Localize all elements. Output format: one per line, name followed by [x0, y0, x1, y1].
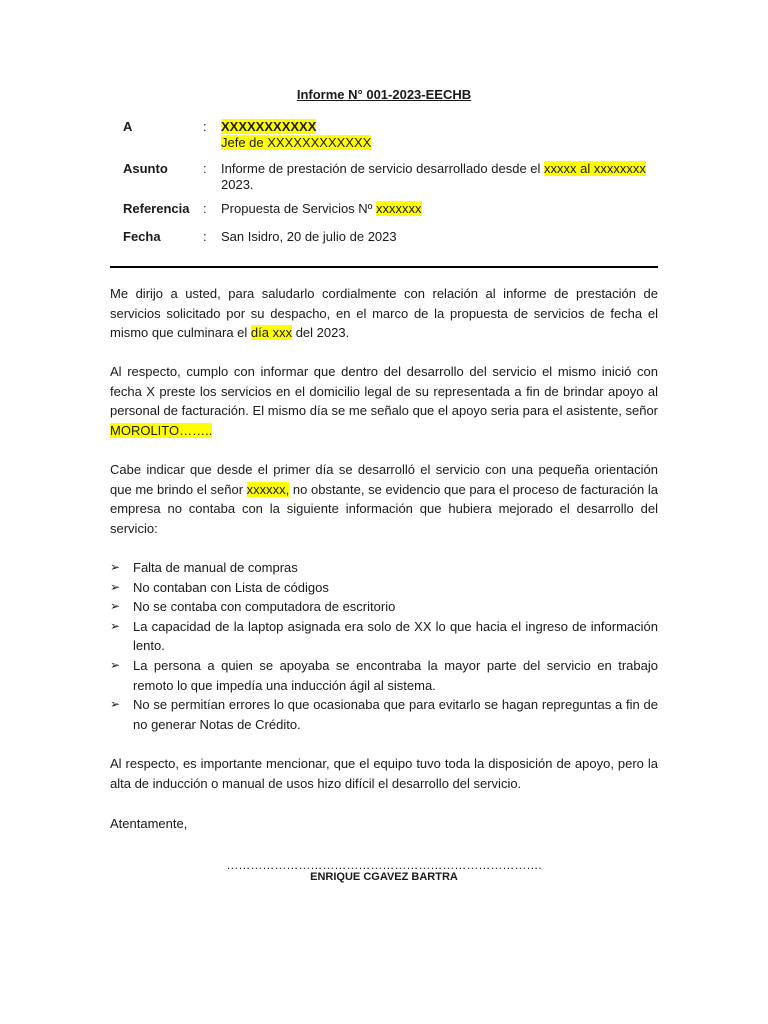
list-item [110, 558, 658, 578]
asunto-text-end: 2023. [221, 177, 254, 192]
closing: Atentamente, [110, 816, 188, 831]
header-colon: : [203, 119, 207, 134]
recipient-title: Jefe de XXXXXXXXXXXX [221, 135, 372, 150]
paragraph-2 [110, 362, 658, 440]
paragraph-4: Al respecto, es importante mencionar, que el equipo tuvo toda la disposición de apoyo, pero la alta de inducción o manual de usos hizo difícil el desarrollo del servicio. [110, 756, 658, 791]
arrow-bullet-icon: ➢ [110, 560, 121, 574]
header-value-referencia [221, 201, 661, 217]
arrow-bullet-icon: ➢ [110, 657, 121, 672]
paragraph-1 [110, 284, 658, 343]
header-label-fecha: Fecha [123, 229, 161, 244]
list-item [110, 597, 658, 617]
referencia-text: Propuesta de Servicios Nº [221, 201, 377, 216]
paragraph-3-text: Cabe indicar que desde el primer día se desarrolló el servicio con una pequeña orientación que me brindo el señor [110, 462, 658, 497]
header-value-fecha: San Isidro, 20 de julio de 2023 [221, 229, 397, 244]
header-value-a [221, 119, 661, 151]
list-item-text: La capacidad de la laptop asignada era solo de XX lo que hacia el ingreso de información lento. [133, 618, 658, 654]
arrow-bullet-icon: ➢ [110, 618, 121, 633]
header-divider [110, 266, 658, 268]
asunto-highlight: xxxxx al xxxxxxxx [544, 161, 646, 176]
header-row-fecha [123, 229, 663, 247]
arrow-bullet-icon: ➢ [110, 599, 121, 614]
paragraph-2-text: Al respecto, cumplo con informar que dentro del desarrollo del servicio el mismo inició con fecha X preste los servicios en el domicilio legal de su representada a fin de brindar apoyo al personal de facturación. El mismo día se me señalo que el apoyo seria para el asistente, señor [110, 364, 658, 419]
report-title: Informe N° 001-2023-EECHB [296, 87, 472, 102]
arrow-bullet-icon: ➢ [110, 697, 121, 712]
list-item [110, 656, 658, 695]
paragraph-1-text-end: del 2023. [292, 325, 350, 341]
arrow-bullet-icon: ➢ [110, 579, 121, 594]
header-row-referencia [123, 201, 663, 219]
header-colon: : [203, 229, 207, 244]
list-item-text: No se permitían errores lo que ocasionaba que para evitarlo se hagan repreguntas a fin de no generar Notas de Crédito. [133, 697, 658, 732]
paragraph-3 [110, 460, 658, 538]
paragraph-1-text: Me dirijo a usted, para saludarlo cordialmente con relación al informe de prestación de servicios solicitado por su despacho, en el marco de la propuesta de servicios de fecha el mismo que culminara el [110, 286, 658, 341]
header-value-asunto [221, 161, 657, 193]
signature-line: ……………………………………………………………………. [226, 858, 542, 872]
recipient-name: XXXXXXXXXXX [221, 119, 317, 134]
paragraph-1-highlight: día xxx [250, 325, 293, 341]
asunto-text: Informe de prestación de servicio desarrollado desde el [221, 161, 545, 176]
paragraph-2-highlight: MOROLITO…….. [110, 422, 213, 438]
referencia-highlight: xxxxxxx [376, 201, 422, 216]
list-item [110, 695, 658, 734]
signatory-name: ENRIQUE CGAVEZ BARTRA [310, 871, 458, 883]
list-item [110, 578, 658, 598]
header-label-asunto: Asunto [123, 161, 168, 176]
header-colon: : [203, 161, 207, 176]
header-label-a: A [123, 119, 133, 134]
list-item-text: No se contaba con computadora de escritorio [133, 599, 396, 615]
header-row-asunto [123, 161, 663, 195]
list-item-text: No contaban con Lista de códigos [133, 579, 329, 595]
header-label-referencia: Referencia [123, 201, 190, 216]
list-item-text: La persona a quien se apoyaba se encontraba la mayor parte del servicio en trabajo remoto lo que impedía una inducción ágil al sistema. [133, 657, 658, 693]
header-row-a [123, 119, 663, 153]
list-item-text: Falta de manual de compras [133, 560, 298, 575]
paragraph-3-highlight: xxxxxx, [246, 481, 290, 497]
paragraph-3-text-end: no obstante, se evidencio que para el proceso de facturación la empresa no contaba con la siguiente información que hubiera mejorado el desarrollo del servicio: [110, 481, 658, 536]
header-colon: : [203, 201, 207, 216]
issues-list [110, 558, 658, 734]
list-item [110, 617, 658, 656]
